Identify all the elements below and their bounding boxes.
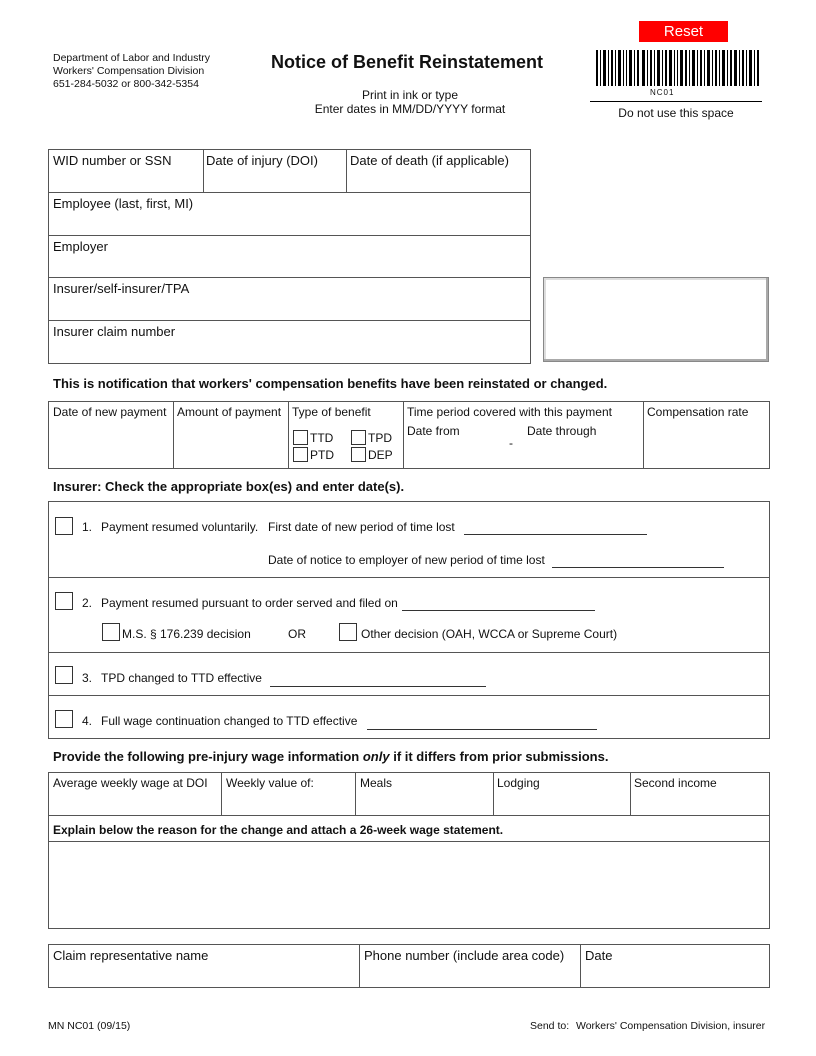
option1-number: 1. [82, 520, 93, 534]
claim-number-field-label: Insurer claim number [53, 324, 176, 339]
dept-name: Department of Labor and Industry [53, 52, 211, 64]
division-name: Workers' Compensation Division [53, 65, 205, 77]
ptd-checkbox[interactable] [293, 447, 308, 462]
insurer-heading: Insurer: Check the appropriate box(es) and enter date(s). [53, 479, 405, 494]
divider [580, 944, 581, 988]
wage-heading-emphasis: only [362, 749, 390, 764]
tpd-label: TPD [368, 431, 392, 445]
doi-field-label: Date of injury (DOI) [206, 153, 318, 168]
ms-decision-label: M.S. § 176.239 decision [122, 627, 251, 641]
insurer-field-label: Insurer/self-insurer/TPA [53, 281, 190, 296]
notice-date-label: Date of notice to employer of new period of time lost [268, 553, 545, 567]
instruction-dates: Enter dates in MM/DD/YYYY format [314, 102, 506, 116]
divider [48, 277, 531, 278]
divider [346, 149, 347, 192]
notification-text: This is notification that workers' compensation benefits have been reinstated or changed. [53, 376, 608, 391]
first-date-lost-label: First date of new period of time lost [268, 520, 455, 534]
weekly-value-label: Weekly value of: [226, 776, 314, 790]
amount-payment-label: Amount of payment [177, 405, 282, 419]
divider [48, 235, 531, 236]
dep-label: DEP [368, 448, 393, 462]
wage-continuation-date-field[interactable] [367, 728, 597, 730]
option3-checkbox[interactable] [55, 666, 73, 684]
or-label: OR [288, 627, 306, 641]
employer-field-label: Employer [53, 239, 108, 254]
divider [493, 772, 494, 815]
other-decision-checkbox[interactable] [339, 623, 357, 641]
option3-label: TPD changed to TTD effective [101, 671, 262, 685]
date-through-label: Date through [527, 424, 597, 438]
office-use-box [543, 277, 769, 362]
form-id: MN NC01 (09/15) [48, 1020, 131, 1032]
divider [288, 401, 289, 469]
insurer-options-table [48, 501, 770, 739]
option3-number: 3. [82, 671, 93, 685]
option1-label: Payment resumed voluntarily. [101, 520, 259, 534]
option1-checkbox[interactable] [55, 517, 73, 535]
notice-date-field[interactable] [552, 566, 724, 568]
wage-heading-post: if it differs from prior submissions. [389, 749, 609, 764]
option4-checkbox[interactable] [55, 710, 73, 728]
wid-field-label: WID number or SSN [53, 153, 172, 168]
order-date-field[interactable] [402, 609, 595, 611]
office-use-label: Do not use this space [618, 106, 734, 120]
date-separator: - [509, 436, 513, 450]
divider [643, 401, 644, 469]
instructions [300, 88, 520, 116]
other-decision-label: Other decision (OAH, WCCA or Supreme Court) [361, 627, 618, 641]
option2-checkbox[interactable] [55, 592, 73, 610]
divider [48, 320, 531, 321]
divider [48, 695, 770, 696]
dod-field-label: Date of death (if applicable) [350, 153, 509, 168]
comp-rate-label: Compensation rate [647, 405, 749, 419]
divider [48, 577, 770, 578]
send-to-value: Workers' Compensation Division, insurer [576, 1020, 766, 1032]
aww-label: Average weekly wage at DOI [53, 776, 208, 790]
time-period-label: Time period covered with this payment [407, 405, 612, 419]
divider [203, 149, 204, 192]
department-info [53, 52, 210, 91]
first-date-lost-field[interactable] [464, 533, 647, 535]
date-new-payment-label: Date of new payment [53, 405, 167, 419]
type-benefit-label: Type of benefit [292, 405, 371, 419]
option2-label: Payment resumed pursuant to order served and filed on [101, 596, 398, 610]
divider [359, 944, 360, 988]
option2-number: 2. [82, 596, 93, 610]
divider [630, 772, 631, 815]
ttd-checkbox[interactable] [293, 430, 308, 445]
meals-label: Meals [360, 776, 393, 790]
divider [48, 192, 531, 193]
divider [173, 401, 174, 469]
employee-field-label: Employee (last, first, MI) [53, 196, 194, 211]
rep-name-label: Claim representative name [53, 948, 209, 963]
send-to-label: Send to: [530, 1020, 570, 1032]
option4-number: 4. [82, 714, 93, 728]
divider [48, 652, 770, 653]
divider [48, 815, 770, 816]
tpd-checkbox[interactable] [351, 430, 366, 445]
barcode-image [596, 50, 760, 90]
divider [221, 772, 222, 815]
explanation-textarea[interactable] [49, 842, 769, 928]
wage-heading [53, 749, 608, 764]
divider [355, 772, 356, 815]
wage-heading-pre: Provide the following pre-injury wage information [53, 749, 363, 764]
ttd-label: TTD [310, 431, 334, 445]
date-label: Date [585, 948, 613, 963]
barcode-text: NC01 [650, 88, 675, 97]
form-title: Notice of Benefit Reinstatement [271, 52, 544, 72]
phone-label: Phone number (include area code) [364, 948, 565, 963]
dept-phone: 651-284-5032 or 800-342-5354 [53, 78, 199, 90]
date-from-label: Date from [407, 424, 460, 438]
option4-label: Full wage continuation changed to TTD effective [101, 714, 358, 728]
ms-decision-checkbox[interactable] [102, 623, 120, 641]
dep-checkbox[interactable] [351, 447, 366, 462]
explain-label: Explain below the reason for the change and attach a 26-week wage statement. [53, 823, 504, 837]
reset-button[interactable]: Reset [639, 21, 728, 42]
divider [403, 401, 404, 469]
lodging-label: Lodging [497, 776, 540, 790]
instruction-print: Print in ink or type [361, 88, 459, 102]
second-income-label: Second income [634, 776, 717, 790]
tpd-to-ttd-date-field[interactable] [270, 685, 486, 687]
office-use-divider [590, 101, 762, 102]
ptd-label: PTD [310, 448, 334, 462]
